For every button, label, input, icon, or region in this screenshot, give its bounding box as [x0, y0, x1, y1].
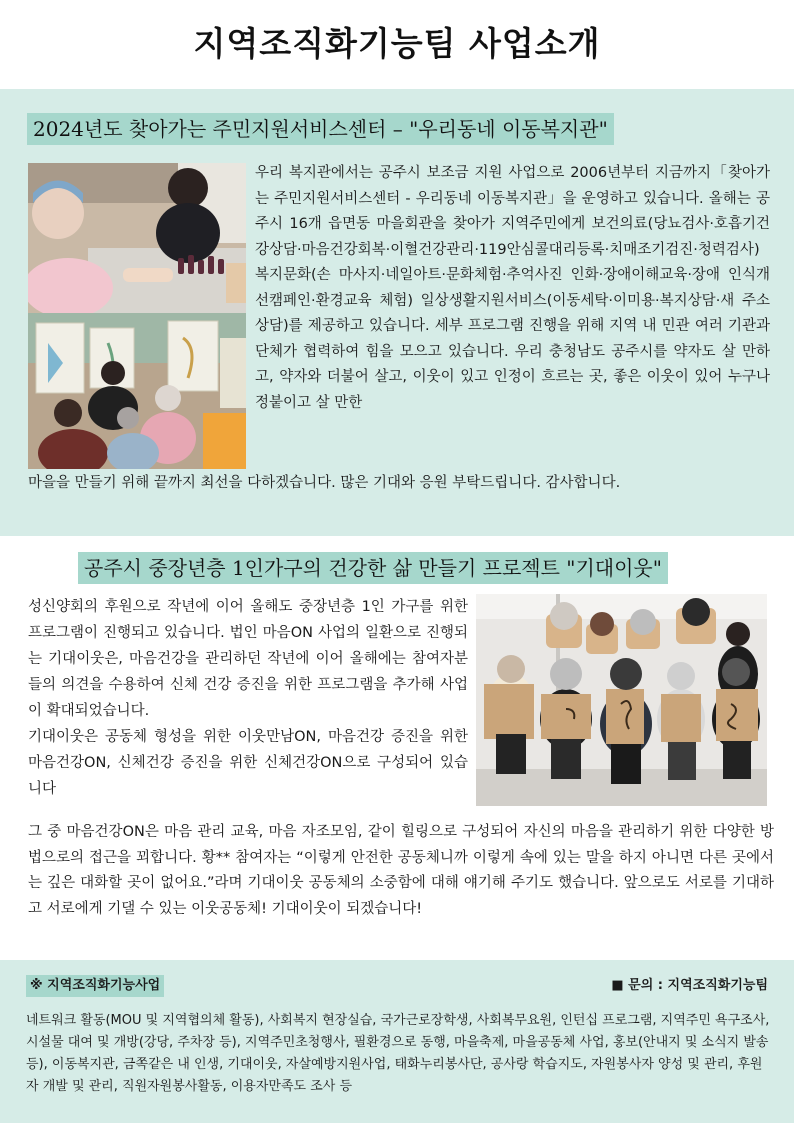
- section2-paragraph-1: 성신양회의 후원으로 작년에 이어 올해도 중장년층 1인 가구를 위한 프로그램이 진행되고 있습니다. 법인 마음ON 사업의 일환으로 진행되는 기대이웃은, 마음건강을 관리하던 작년에 이어 올해에는 참여자분들의 의견을 수용하여 신체 건강 증진을 위한 프로그램을 추가해 사업이 확대되었습니다.: [28, 599, 468, 719]
- section-mobile-welfare: [0, 89, 794, 536]
- business-list-heading: ※ 지역조직화기능사업: [26, 975, 164, 997]
- section-business-list: [0, 960, 794, 1123]
- section1-heading: 2024년도 찾아가는 주민지원서비스센터 – "우리동네 이동복지관": [27, 113, 614, 145]
- section2-body: [28, 594, 468, 802]
- section2-paragraph-2: 기대이웃은 공동체 형성을 위한 이웃만남ON, 마음건강 증진을 위한 마음건강ON, 신체건강 증진을 위한 신체건강ON으로 구성되어 있습니다: [28, 729, 468, 797]
- section2-body-bottom: 그 중 마음건강ON은 마음 관리 교육, 마음 자조모임, 같이 힐링으로 구성되어 자신의 마음을 관리하기 위한 다양한 방법으로의 접근을 꾀합니다. 황** 참여자는 “이렇게 안전한 공동체니까 이렇게 속에 있는 말을 하지 아니면 다른 곳에서는 깊은 대화할 곳이 없어요.”라며 기대이웃 공동체의 소중함에 대해 얘기해 주기도 했습니다. 앞으로도 서로를 기대하고 서로에게 기댈 수 있는 이웃공동체! 기대이웃이 되겠습니다!: [28, 824, 774, 917]
- inquiry-contact: ■ 문의 : 지역조직화기능팀: [611, 978, 768, 993]
- photo-group-participants: [476, 594, 767, 806]
- section1-body: 우리 복지관에서는 공주시 보조금 지원 사업으로 2006년부터 지금까지「찾아가는 주민지원서비스센터 - 우리동네 이동복지관」을 운영하고 있습니다. 올해는 공주시 16개 읍면동 마을회관을 찾아가 지역주민에게 보건의료(당뇨검사·호흡기건강상담·마음건강회복·이혈건강관리·119안심콜대리등록·치매조기검진·청력검사) 복지문화(손 마사지·네일아트·문화체험·추억사진 인화·장애이해교육·장애 인식개선캠페인·환경교육 체험) 일상생활지원서비스(이동세탁·이미용·복지상담·새 주소 상담)를 제공하고 있습니다. 세부 프로그램 진행을 위해 지역 내 민관 여러 기관과 단체가 협력하여 힘을 모으고 있습니다. 우리 충청남도 공주시를 약자도 살 만하고, 약자와 더불어 살고, 이웃이 있고 인정이 흐르는 곳, 좋은 이웃이 있어 누구나 정붙이고 살 만한: [255, 165, 770, 411]
- section-gidae-iut: [0, 536, 794, 955]
- photo-collage-mobile-welfare: [28, 163, 246, 469]
- page-title: 지역조직화기능팀 사업소개: [193, 24, 601, 63]
- section1-body-last-line: 마을을 만들기 위해 끝까지 최선을 다하겠습니다. 많은 기대와 응원 부탁드립니다. 감사합니다.: [28, 475, 621, 491]
- section2-heading: 공주시 중장년층 1인가구의 건강한 삶 만들기 프로젝트 "기대이웃": [78, 552, 668, 584]
- business-list-body: 네트워크 활동(MOU 및 지역협의체 활동), 사회복지 현장실습, 국가근로장학생, 사회복무요원, 인턴십 프로그램, 지역주민 욕구조사, 시설물 대여 및 개방(강당, 주차장 등), 지역주민초청행사, 필환경으로 동행, 마을축제, 마을공동체 사업, 홍보(안내지 및 소식지 발송 등), 이동복지관, 금쪽같은 내 인생, 기대이웃, 자살예방지원사업, 태화누리봉사단, 공사랑 학습지도, 자원봉사자 양성 및 관리, 후원자 개발 및 관리, 직원자원봉사활동, 이용자만족도 조사 등: [26, 1013, 770, 1094]
